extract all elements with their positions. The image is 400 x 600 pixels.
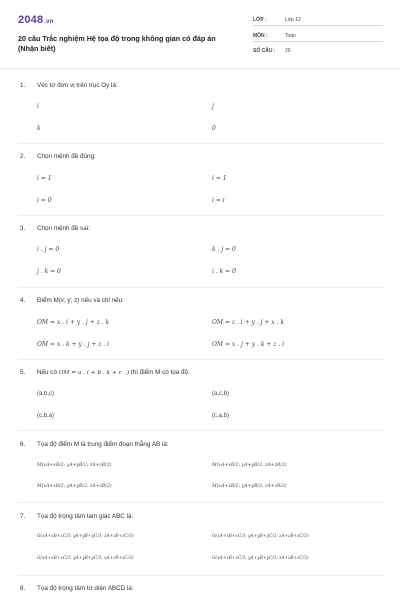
meta-subject-label: MÔN : — [253, 33, 268, 39]
option-b[interactable]: M(xA+xB/2; yA+yB/2; zA+zB/2) — [212, 463, 287, 468]
meta-count — [253, 48, 291, 54]
meta-subject-value: Toán — [285, 33, 296, 39]
option-a[interactable]: M(xA+xB/2; yA+yB/2; zA+zB/2) — [37, 463, 112, 468]
option-c[interactable]: OM = x . k + y . j + z . i — [37, 341, 110, 348]
meta-count-label: SỐ CÂU : — [253, 48, 276, 54]
divider — [18, 575, 384, 576]
option-b[interactable]: j — [212, 103, 214, 110]
meta-class — [253, 17, 301, 23]
page-header — [0, 0, 400, 69]
logo-suffix: .vn — [44, 19, 54, 25]
meta-class-label: LỚP : — [253, 17, 267, 23]
option-d[interactable]: G(xA+xB+xC/3; yA+yB+yC/3; zA+zB+zC/3) — [212, 556, 309, 561]
option-d[interactable]: M(xA+xB/2; yA+yB/2; zA+zB/2) — [212, 484, 287, 489]
question-text: 4. Điểm M(x; y; z) nếu và chỉ nếu: — [20, 297, 124, 304]
question-text: 2. Chọn mệnh đề đúng: — [20, 153, 96, 160]
meta-count-value: 20 — [285, 48, 291, 54]
option-c[interactable]: G(xA+xB+xC/3; yA+yB+yC/3; zA+zB+zC/3) — [37, 556, 134, 561]
option-c[interactable]: i = 0 — [37, 197, 52, 204]
divider — [18, 359, 384, 360]
question-text: 8. Tọa độ trọng tâm tứ diện ABCD là: — [20, 585, 134, 592]
option-a[interactable]: OM = x . i + y . j + z . k — [37, 319, 110, 326]
option-b[interactable]: i = 1 — [212, 175, 227, 182]
option-d[interactable]: 0 — [212, 125, 216, 132]
option-a[interactable]: G(xA+xB+xC/3; yA+yB+yC/3; zA+zB+zC/3) — [37, 534, 134, 539]
question-text: 6. Tọa độ điểm M là trung điểm đoạn thẳng AB là: — [20, 441, 169, 448]
option-c[interactable]: M(xA+xB/2; yA+yB/2; zA+zB/2) — [37, 484, 112, 489]
option-c[interactable]: (c,b,a) — [37, 413, 55, 419]
option-d[interactable]: (c,a,b) — [212, 413, 230, 419]
site-logo[interactable] — [18, 14, 54, 26]
divider — [18, 215, 384, 216]
divider — [18, 430, 384, 431]
option-c[interactable]: j . k = 0 — [37, 268, 61, 275]
option-c[interactable]: k — [37, 125, 41, 132]
divider — [18, 502, 384, 503]
question-text: 7. Tọa độ trọng tâm tam giác ABC là: — [20, 513, 134, 520]
option-b[interactable]: G(xA+xB+xC/3; yA+yB+yC/3; zA+zB+zC/3) — [212, 534, 309, 539]
option-a[interactable]: i . j = 0 — [37, 246, 60, 253]
option-a[interactable]: (a,b,c) — [37, 391, 55, 397]
option-b[interactable]: k . j = 0 — [212, 246, 236, 253]
divider — [18, 143, 384, 144]
meta-subject — [253, 33, 296, 39]
meta-class-value: Lớp 12 — [285, 17, 301, 23]
question-text: 5. Nếu có OM = a . i + b . k + c . j thì điểm M có tọa độ: — [20, 369, 190, 376]
option-a[interactable]: i = 1 — [37, 175, 52, 182]
option-a[interactable]: i — [37, 103, 39, 110]
page-title: 20 câu Trắc nghiệm Hệ tọa độ trong không gian có đáp án (Nhận biết) — [18, 34, 216, 53]
option-b[interactable]: (a,c,b) — [212, 391, 230, 397]
logo-text: 2048 — [18, 14, 44, 26]
option-b[interactable]: OM = z . i + y . j + x . k — [212, 319, 285, 326]
option-d[interactable]: i . k = 0 — [212, 268, 236, 275]
question-text: 1. Véc tơ đơn vị trên trục Oy là: — [20, 82, 118, 89]
option-d[interactable]: i = i — [212, 197, 225, 204]
divider — [18, 287, 384, 288]
question-text: 3. Chọn mệnh đề sai: — [20, 225, 90, 232]
option-d[interactable]: OM = x . j + y . k + z . i — [212, 341, 285, 348]
